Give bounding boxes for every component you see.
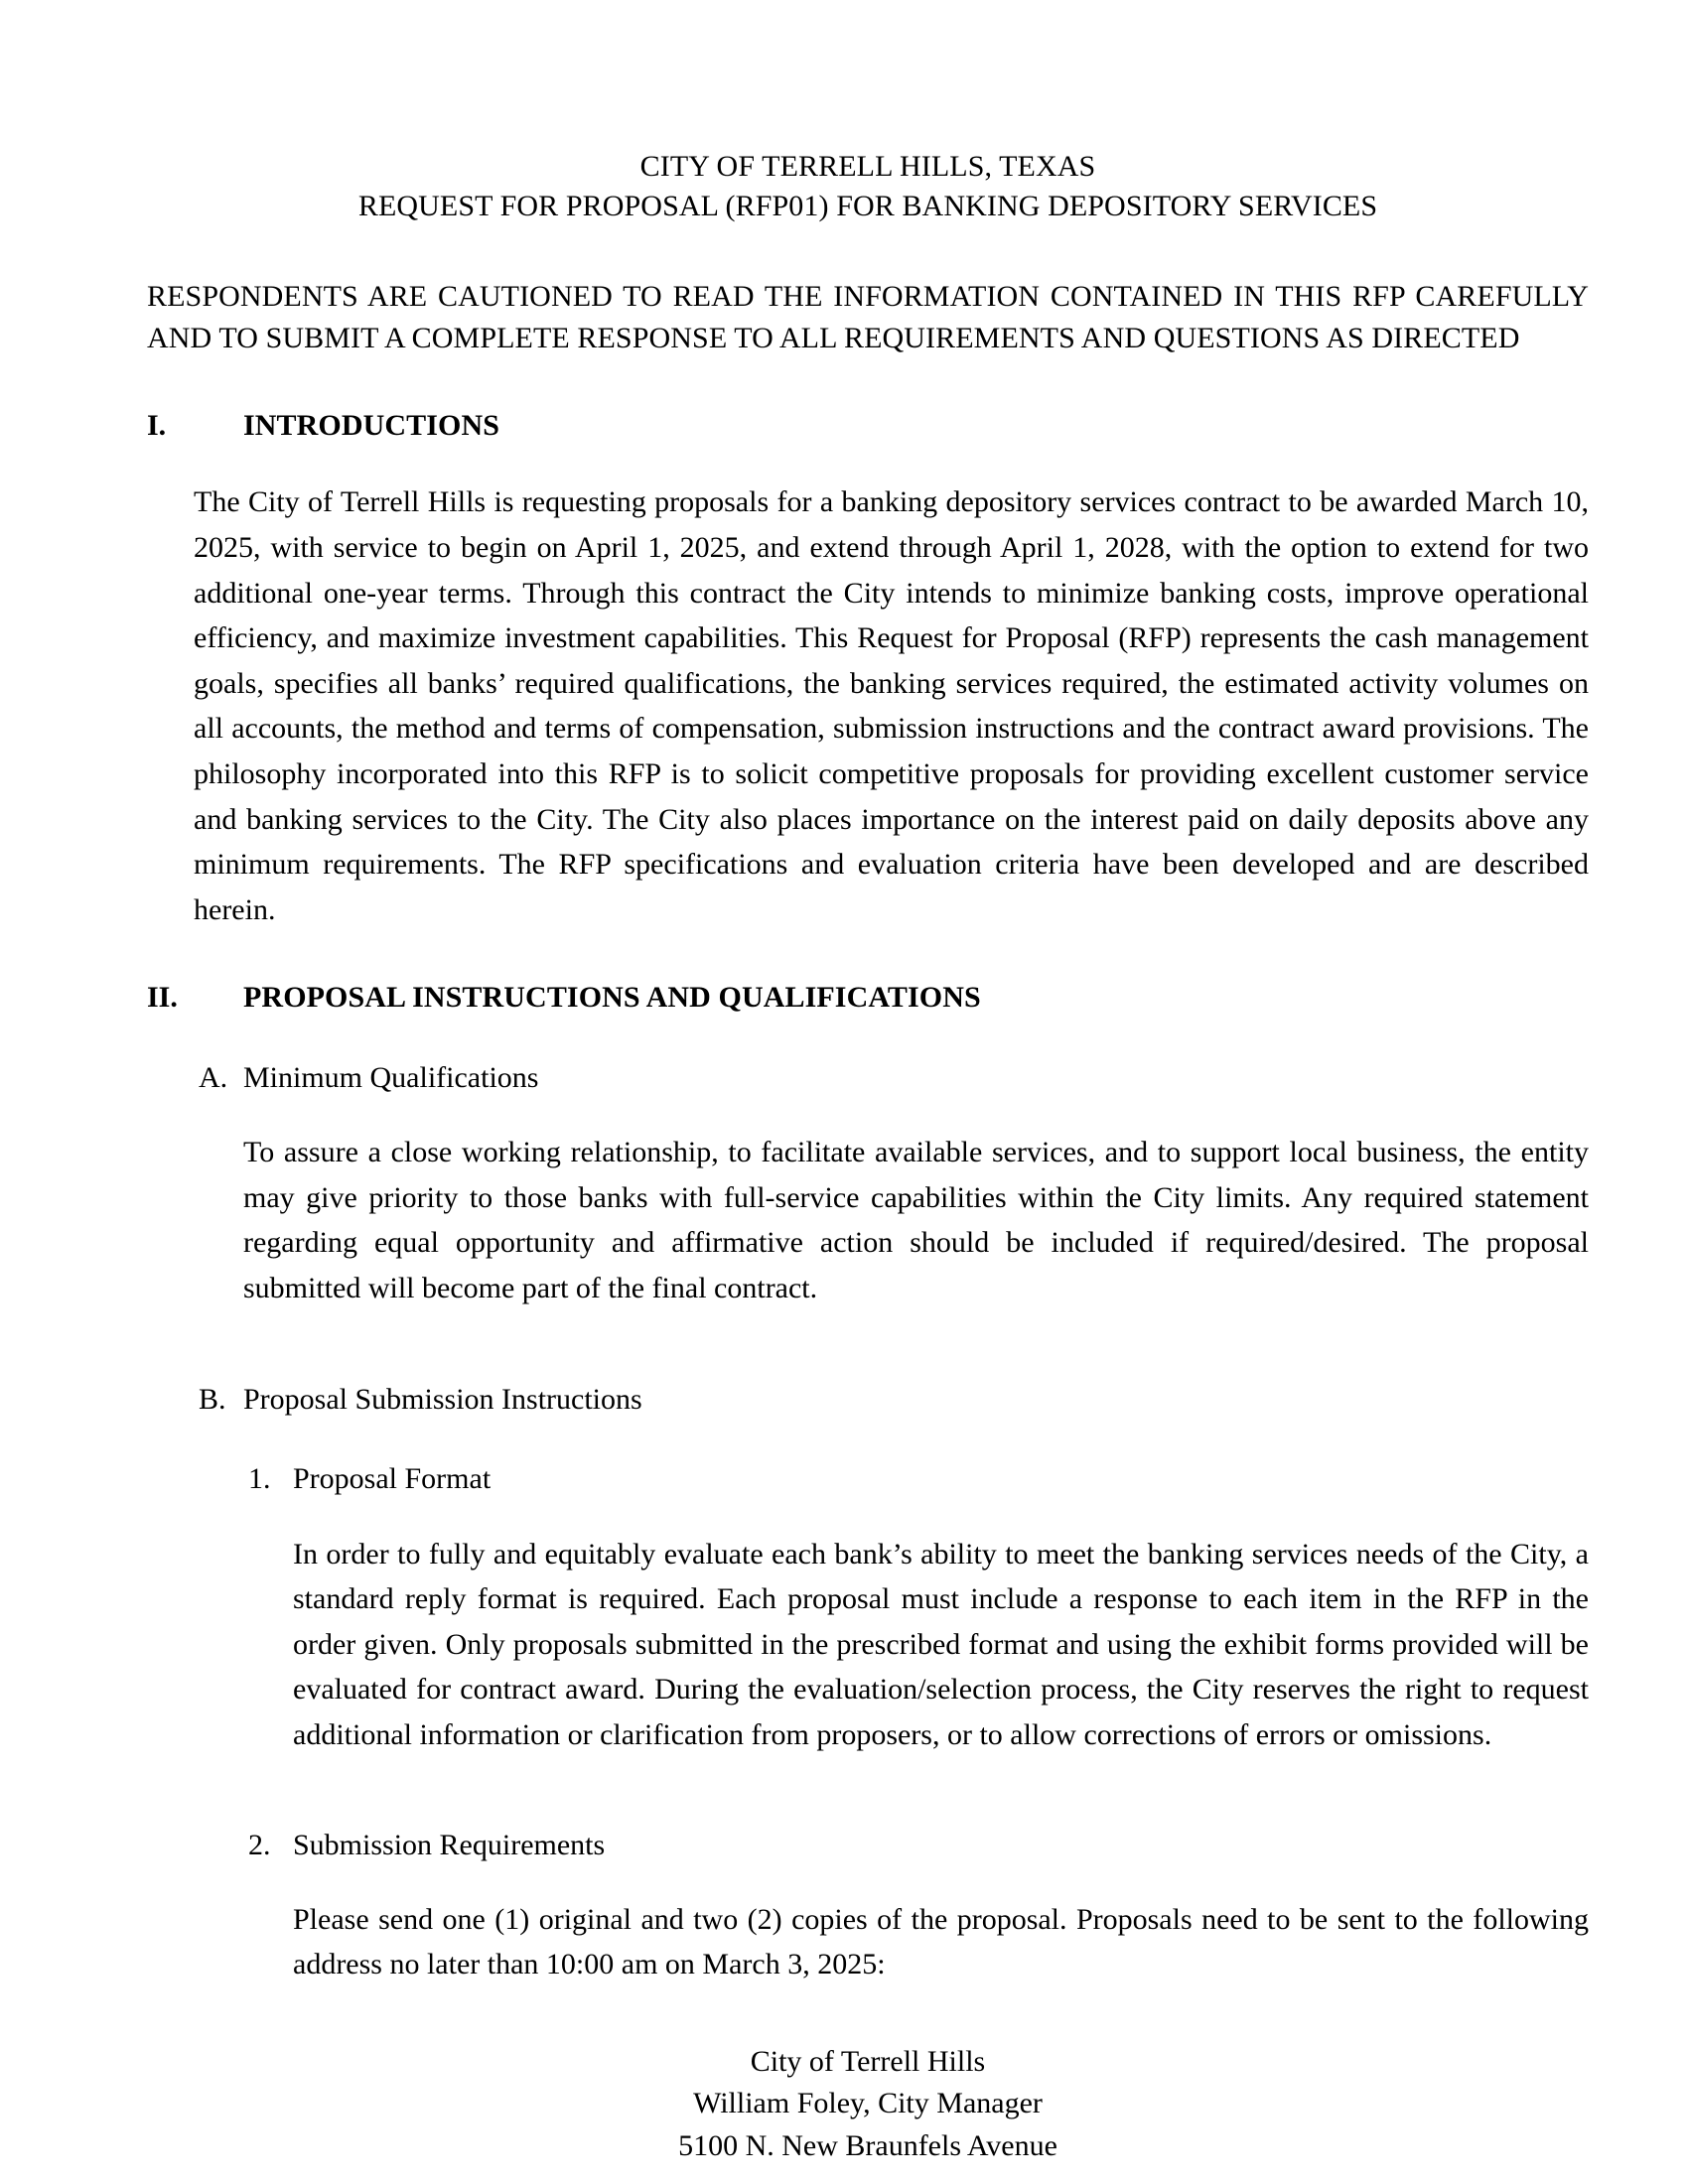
section-heading-proposal-instructions	[147, 978, 1589, 1019]
address-line-street: 5100 N. New Braunfels Avenue	[678, 2129, 1057, 2162]
list-item-1-body	[293, 1457, 1589, 1787]
list-item-2-submission-requirements	[248, 1824, 1589, 2017]
section-title-one: INTRODUCTIONS	[243, 408, 500, 442]
list-item-a-paragraph: To assure a close working relationship, to facilitate available services, and to support local business, the entity may give priority to those banks with full-service capabilities within the City limits. Any required statement regarding equal opportunity and affirmative action should be included if required/desired. The proposal submitted will become part of the final contract.	[243, 1136, 1589, 1304]
list-marker-1: 1.	[248, 1462, 271, 1496]
list-item-b-heading: Proposal Submission Instructions	[243, 1383, 642, 1417]
list-item-a-heading: Minimum Qualifications	[243, 1060, 539, 1094]
list-item-b-proposal-submission-instructions	[199, 1378, 1589, 1422]
submission-address-block	[147, 2041, 1589, 2168]
section-number-two: II.	[147, 981, 178, 1015]
list-item-b-body	[243, 1378, 1589, 1422]
section-title-two: PROPOSAL INSTRUCTIONS AND QUALIFICATIONS	[243, 981, 981, 1015]
list-item-a-body	[243, 1056, 1589, 1340]
list-marker-2: 2.	[248, 1828, 271, 1861]
list-item-2-heading: Submission Requirements	[293, 1828, 606, 1861]
section-number-one: I.	[147, 408, 167, 442]
list-marker-b: B.	[199, 1383, 226, 1417]
list-marker-a: A.	[199, 1060, 228, 1094]
document-title-line-2: REQUEST FOR PROPOSAL (RFP01) FOR BANKING DEPOSITORY SERVICES	[357, 189, 1378, 222]
list-item-2-body	[293, 1824, 1589, 2017]
document-title-block	[147, 147, 1589, 226]
list-item-1-heading: Proposal Format	[293, 1462, 492, 1496]
section-one-paragraph: The City of Terrell Hills is requesting proposals for a banking depository services contract to be awarded March 10, 2025, with service to begin on April 1, 2025, and extend through April 1, 2028, with the option to extend for two additional one-year terms. Through this contract the City intends to minimize banking costs, improve operational efficiency, and maximize investment capabilities. This Request for Proposal (RFP) represents the cash management goals, specifies all banks’ required qualifications, the banking services required, the estimated activity volumes on all accounts, the method and terms of compensation, submission instructions and the contract award provisions. The philosophy incorporated into this RFP is to solicit competitive proposals for providing excellent customer service and banking services to the City. The City also places importance on the interest paid on daily deposits above any minimum requirements. The RFP specifications and evaluation criteria have been developed and are described herein.	[194, 485, 1589, 926]
address-line-organization: City of Terrell Hills	[750, 2044, 986, 2078]
list-item-1-proposal-format	[248, 1457, 1589, 1787]
address-line-contact: William Foley, City Manager	[693, 2087, 1043, 2120]
list-item-a-minimum-qualifications	[199, 1056, 1589, 1340]
page-content	[147, 147, 1589, 2168]
section-heading-introductions	[147, 406, 1589, 447]
caution-notice: RESPONDENTS ARE CAUTIONED TO READ THE INFORMATION CONTAINED IN THIS RFP CAREFULLY AND TO SUBMIT A COMPLETE RESPONSE TO ALL REQUIREMENTS AND QUESTIONS AS DIRECTED	[147, 279, 1589, 355]
list-item-2-paragraph: Please send one (1) original and two (2) copies of the proposal. Proposals need to be sent to the following address no later than 10:00 am on March 3, 2025:	[293, 1902, 1589, 1981]
list-item-1-paragraph: In order to fully and equitably evaluate each bank’s ability to meet the banking services needs of the City, a standard reply format is required. Each proposal must include a response to each item in the RFP in the order given. Only proposals submitted in the prescribed format and using the exhibit forms provided will be evaluated for contract award. During the evaluation/selection process, the City reserves the right to request additional information or clarification from proposers, or to allow corrections of errors or omissions.	[293, 1537, 1589, 1751]
document-title-line-1: CITY OF TERRELL HILLS, TEXAS	[639, 150, 1096, 183]
